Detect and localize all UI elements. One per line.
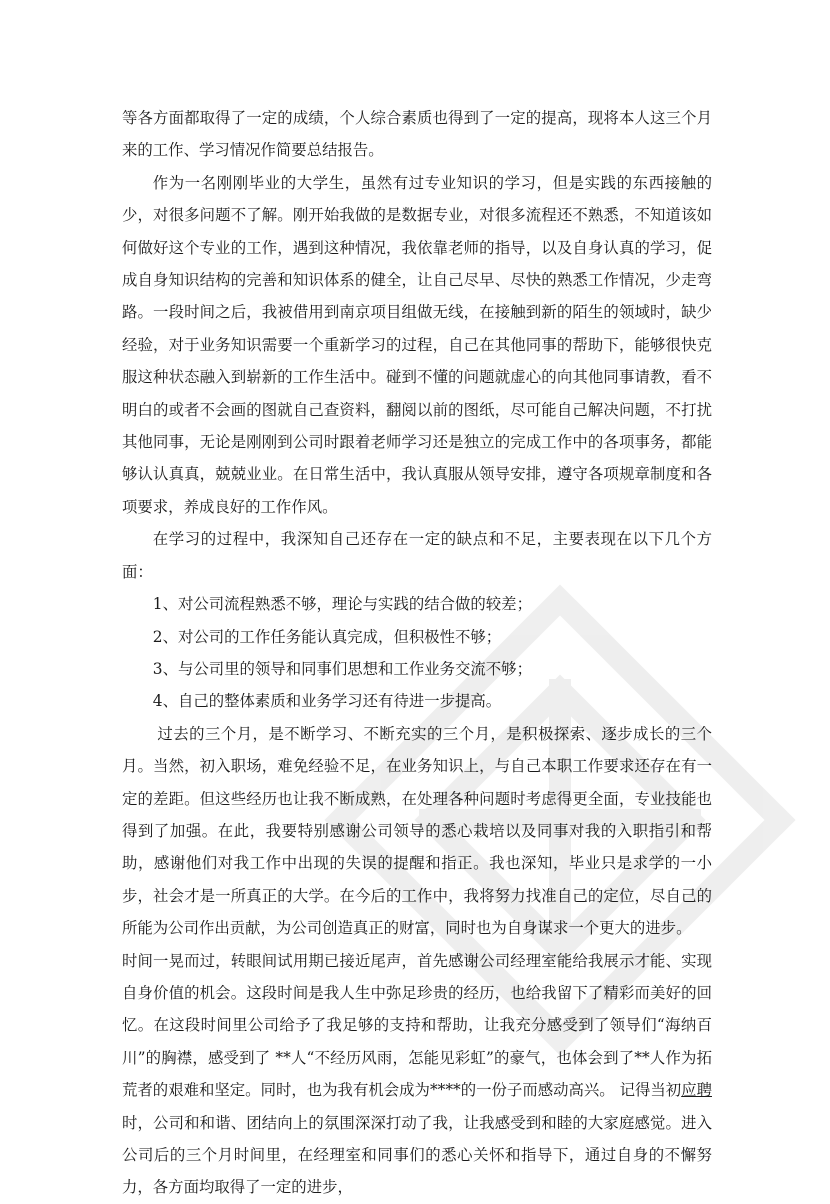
paragraph-intro-continuation: 等各方面都取得了一定的成绩，个人综合素质也得到了一定的提高，现将本人这三个月来的工作、学习情况作简要总结报告。 [122,109,712,160]
list-item-shortcoming-3: 3、与公司里的领导和同事们思想和工作业务交流不够； [152,659,532,678]
paragraph-gratitude-part-1: 时间一晃而过，转眼间试用期已接近尾声，首先感谢公司经理室能给我展示才能、实现自身价值的机会。这段时间是我人生中弥足珍贵的经历，也给我留下了精彩而美好的回忆。在这段时间里公司给予了我足够的支持和帮助，让我充分感受到了领导们“海纳百川”的胸襟，感受到了 **人“不经历风雨，怎能见彩虹”的豪气，也体会到了**人作为拓荒者的艰难和坚定。同时，也为我有机会成为****的一份子而感动高兴。 记得当初 [122,951,712,1100]
paragraph-gratitude [122,945,712,1204]
underlined-word-apply: 应聘 [681,1081,712,1100]
paragraph-work-experience: 作为一名刚刚毕业的大学生，虽然有过专业知识的学习，但是实践的东西接触的少，对很多问题不了解。刚开始我做的是数据专业，对很多流程还不熟悉，不知道该如何做好这个专业的工作，遇到这种情况，我依靠老师的指导，以及自身认真的学习，促成自身知识结构的完善和知识体系的健全，让自己尽早、尽快的熟悉工作情况，少走弯路。一段时间之后，我被借用到南京项目组做无线，在接触到新的陌生的领域时，缺少经验，对于业务知识需要一个重新学习的过程，自己在其他同事的帮助下，能够很快克服这种状态融入到崭新的工作生活中。碰到不懂的问题就虚心的向其他同事请教，看不明白的或者不会画的图就自己查资料，翻阅以前的图纸，尽可能自己解决问题，不打扰其他同事，无论是刚刚到公司时跟着老师学习还是独立的完成工作中的各项事务，都能够认认真真，兢兢业业。在日常生活中，我认真服从领导安排，遵守各项规章制度和各项要求，养成良好的工作作风。 [122,173,712,516]
list-item-shortcoming-2: 2、对公司的工作任务能认真完成，但积极性不够； [152,627,502,646]
document-body [122,102,712,1204]
paragraph-three-months-review: 过去的三个月，是不断学习、不断充实的三个月，是积极探索、逐步成长的三个月。当然，初入职场，难免经验不足，在业务知识上，与自己本职工作要求还存在有一定的差距。但这些经历也让我不断成熟，在处理各种问题时考虑得更全面，专业技能也得到了加强。在此，我要特别感谢公司领导的悉心栽培以及同事对我的入职指引和帮助，感谢他们对我工作中出现的失误的提醒和指正。我也深知，毕业只是求学的一小步，社会才是一所真正的大学。在今后的工作中，我将努力找准自己的定位，尽自己的所能为公司作出贡献，为公司创造真正的财富，同时也为自身谋求一个更大的进步。 [122,724,712,938]
list-item-shortcoming-1: 1、对公司流程熟悉不够，理论与实践的结合做的较差； [152,595,532,614]
list-item-shortcoming-4: 4、自己的整体素质和业务学习还有待进一步提高。 [152,692,502,711]
paragraph-shortcomings-intro: 在学习的过程中，我深知自己还存在一定的缺点和不足，主要表现在以下几个方面： [122,530,712,581]
paragraph-gratitude-part-2: 时，公司和和谐、团结向上的氛围深深打动了我，让我感受到和睦的大家庭感觉。进入公司后的三个月时间里，在经理室和同事们的悉心关怀和指导下，通过自身的不懈努力，各方面均取得了一定的进步， [122,1113,712,1197]
